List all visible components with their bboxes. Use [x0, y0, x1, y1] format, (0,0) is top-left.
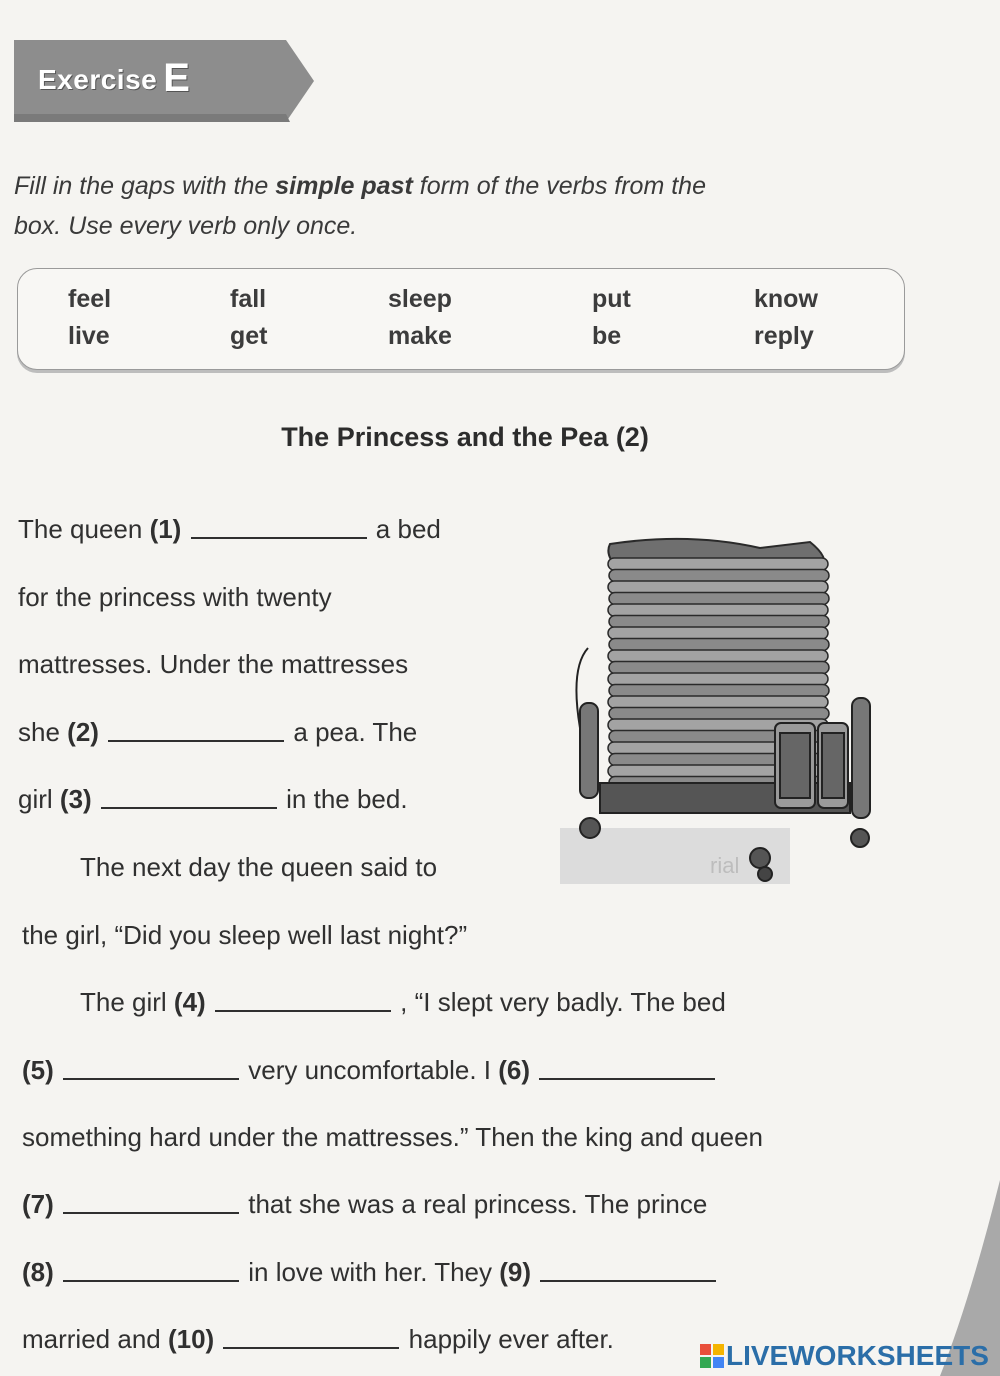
- mattress: [609, 593, 829, 605]
- answer-blank[interactable]: [540, 1280, 716, 1282]
- mattress: [608, 696, 828, 708]
- instructions: Fill in the gaps with the simple past form of the verbs from the box. Use every verb only once.: [14, 172, 706, 240]
- verb-word: make: [388, 322, 452, 350]
- verb-word: get: [230, 322, 268, 350]
- mattress: [608, 558, 828, 570]
- verb-word: reply: [754, 322, 814, 350]
- answer-blank[interactable]: [108, 740, 284, 742]
- story-line: married and (10) happily ever after.: [22, 1324, 614, 1354]
- verb-word: sleep: [388, 285, 452, 313]
- story-line: (7) that she was a real princess. The prince: [22, 1189, 708, 1219]
- verb-word: fall: [230, 285, 267, 313]
- exercise-banner: [14, 40, 314, 122]
- mattress: [608, 604, 828, 616]
- verb-word: know: [754, 285, 818, 313]
- answer-blank[interactable]: [63, 1280, 239, 1282]
- answer-blank[interactable]: [63, 1078, 239, 1080]
- mattress: [608, 627, 828, 639]
- mattress: [609, 616, 829, 628]
- story-line: something hard under the mattresses.” Then the king and queen: [22, 1122, 763, 1152]
- story-line: the girl, “Did you sleep well last night?”: [22, 920, 468, 950]
- story-line: (8) in love with her. They (9): [22, 1257, 718, 1288]
- verb-box: [17, 268, 905, 370]
- verb-word: put: [592, 285, 631, 313]
- story-line: she (2) a pea. The: [18, 717, 418, 747]
- answer-blank[interactable]: [101, 807, 277, 809]
- liveworksheets-logo: LIVEWORKSHEETS: [700, 1340, 989, 1372]
- answer-blank[interactable]: [223, 1347, 399, 1349]
- answer-blank[interactable]: [63, 1212, 239, 1214]
- mattress: [608, 673, 828, 685]
- answer-blank[interactable]: [191, 537, 367, 539]
- logo-icon: [700, 1344, 724, 1368]
- answer-blank[interactable]: [539, 1078, 715, 1080]
- exercise-title: Exercise E: [38, 56, 191, 100]
- mattress: [609, 570, 829, 582]
- mattress: [609, 708, 829, 720]
- story-line: (5) very uncomfortable. I (6): [22, 1055, 717, 1086]
- bed-illustration: [560, 528, 880, 888]
- story-line: for the princess with twenty: [18, 582, 332, 612]
- verb-word: be: [592, 322, 622, 350]
- mattress: [609, 662, 829, 674]
- verb-word: feel: [68, 285, 112, 313]
- mattress: [609, 685, 829, 697]
- mattress: [608, 581, 828, 593]
- mattress: [608, 650, 828, 662]
- answer-blank[interactable]: [215, 1010, 391, 1012]
- verb-word: live: [68, 322, 110, 350]
- mattress: [609, 639, 829, 651]
- image-watermark: rial: [710, 853, 740, 878]
- story-line: mattresses. Under the mattresses: [18, 649, 409, 679]
- story-title: The Princess and the Pea (2): [281, 422, 649, 452]
- story-line: The queen (1) a bed: [18, 514, 441, 544]
- story-line: girl (3) in the bed.: [18, 784, 408, 814]
- story-line: The next day the queen said to: [80, 852, 438, 882]
- story-line: The girl (4) , “I slept very badly. The bed: [80, 987, 726, 1017]
